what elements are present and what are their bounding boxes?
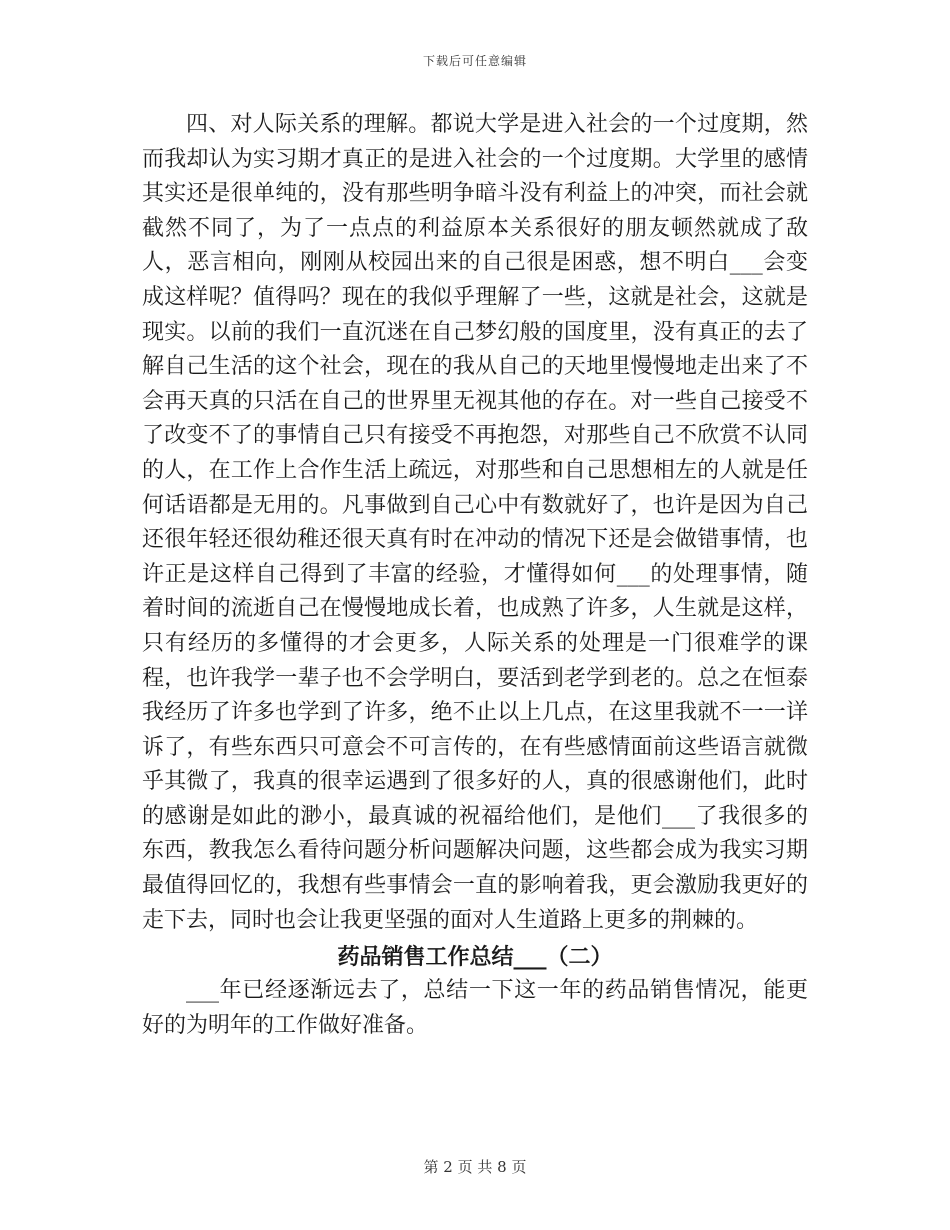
body-paragraph-interpersonal: 四、对人际关系的理解。都说大学是进入社会的一个过度期，然而我却认为实习期才真正的是进入社会的一个过度期。大学里的感情其实还是很单纯的，没有那些明争暗斗没有利益上的冲突，而社会就截然不同了，为了一点点的利益原本关系很好的朋友顿然就成了敌人，恶言相向，刚刚从校园出来的自己很是困惑，想不明白___会变成这样呢？值得吗？现在的我似乎理解了一些，这就是社会，这就是现实。以前的我们一直沉迷在自己梦幻般的国度里，没有真正的去了解自己生活的这个社会，现在的我从自己的天地里慢慢地走出来了不会再天真的只活在自己的世界里无视其他的存在。对一些自己接受不了改变不了的事情自己只有接受不再抱怨，对那些自己不欣赏不认同的人，在工作上合作生活上疏远，对那些和自己思想相左的人就是任何话语都是无用的。凡事做到自己心中有数就好了，也许是因为自己还很年轻还很幼稚还很天真有时在冲动的情况下还是会做错事情，也许正是这样自己得到了丰富的经验，才懂得如何___的处理事情，随着时间的流逝自己在慢慢地成长着，也成熟了许多，人生就是这样，只有经历的多懂得的才会更多，人际关系的处理是一门很难学的课程，也许我学一辈子也不会学明白，要活到老学到老的。总之在恒泰我经历了许多也学到了许多，绝不止以上几点，在这里我就不一一详诉了，有些东西只可意会不可言传的，在有些感情面前这些语言就微乎其微了，我真的很幸运遇到了很多好的人，真的很感谢他们，此时的感谢是如此的渺小，最真诚的祝福给他们，是他们___了我很多的东西，教我怎么看待问题分析问题解决问题，这些都会成为我实习期最值得回忆的，我想有些事情会一直的影响着我，更会激励我更好的走下去，同时也会让我更坚强的面对人生道路上更多的荆棘的。 <box>142 112 808 933</box>
page-number: 第 2 页 共 8 页 <box>423 1158 527 1176</box>
section-title: 药品销售工作总结___（二） <box>337 944 613 971</box>
body-paragraph-intro: ___年已经逐渐远去了，总结一下这一年的药品销售情况，能更好的为明年的工作做好准备。 <box>142 978 808 1038</box>
page-header-note: 下载后可任意编辑 <box>422 54 527 68</box>
document-body <box>142 108 808 1043</box>
